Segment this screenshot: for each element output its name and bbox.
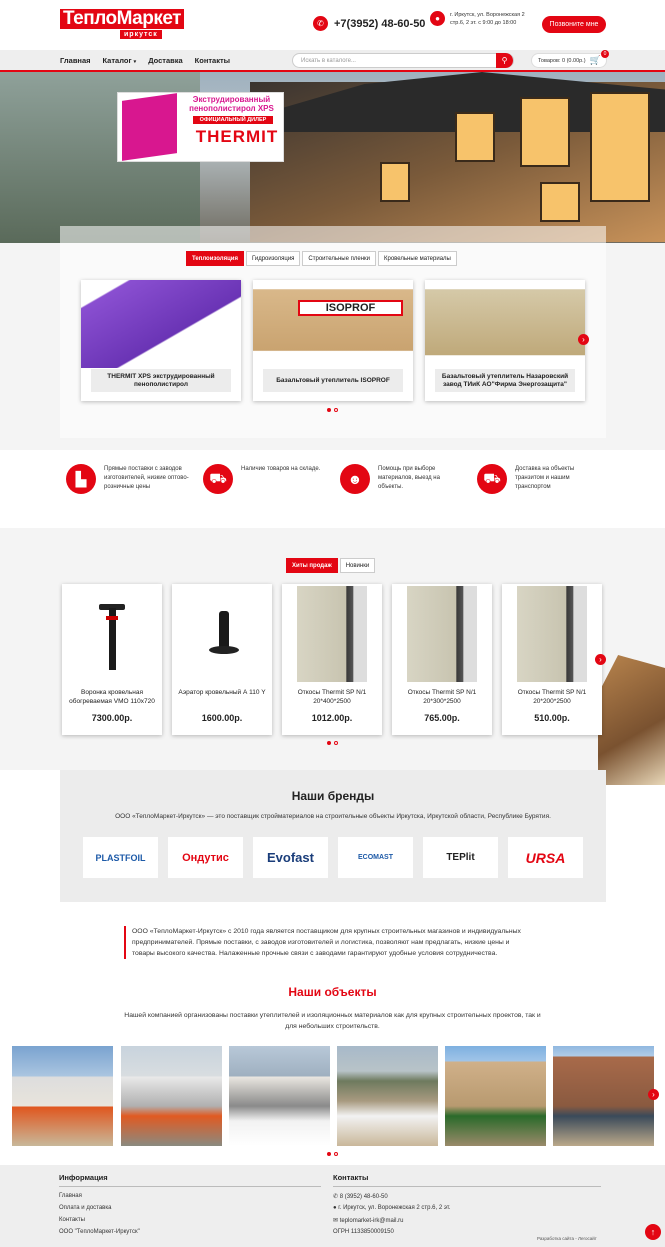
product-price: 1600.00р. <box>201 713 243 723</box>
about-text: ООО «ТеплоМаркет-Иркутск» с 2010 года является поставщиком для крупных строительных магазинов и индивидуальных предпринимателей. Прямые поставки, с заводов изготовителей и логистика, позволяют нам предлагать, низкие цены и товары высокого качества. Налаженные прочные связи с заводами гарантируют удобные условия сотрудничества. <box>124 926 522 959</box>
product-card[interactable] <box>62 584 162 735</box>
product-image <box>77 586 147 682</box>
category-tabs <box>186 251 457 266</box>
tab-films[interactable]: Строительные пленки <box>302 251 376 266</box>
search-input[interactable]: Искать в каталоге... <box>301 57 356 64</box>
address-text: г. Иркутск, ул. Воронежская 2 стр.6, 2 эт. с 9:00 до 18:00 <box>450 12 525 26</box>
nav-item-home[interactable]: Главная <box>60 55 91 65</box>
tab-new[interactable]: Новинки <box>340 558 376 573</box>
product-card[interactable] <box>502 584 602 735</box>
objects-text: Нашей компанией организованы поставки утеплителей и изоляционных материалов как для крупных строительных проектов, так и для небольших строительств. <box>124 1012 541 1030</box>
site-logo[interactable] <box>60 9 190 43</box>
brand-logo-plastfoil[interactable]: PLASTFOIL <box>83 837 158 878</box>
product-image <box>407 586 477 682</box>
footer-link[interactable]: ООО "ТеплоМаркет-Иркутск" <box>59 1229 140 1235</box>
header-address <box>430 11 540 27</box>
developer-credit[interactable]: Разработка сайта - Легосайт <box>537 1236 597 1241</box>
carousel-dots <box>327 741 338 745</box>
hero-window <box>380 162 410 202</box>
factory-icon: ▙ <box>66 464 96 494</box>
footer-ogrn: ОГРН 1133850009150 <box>333 1229 394 1235</box>
carousel-next-arrow[interactable] <box>578 334 589 345</box>
chevron-right-icon: › <box>652 1090 655 1099</box>
carousel-next-arrow[interactable] <box>648 1089 659 1100</box>
product-name: Воронка кровельная обогреваемая VMO 110x720 <box>69 689 155 705</box>
tab-roofing[interactable]: Кровельные материалы <box>378 251 457 266</box>
feature-text: Помощь при выборе материалов, выезд на объекты. <box>378 466 440 490</box>
search-button[interactable] <box>496 53 513 68</box>
nav-item-contacts[interactable]: Контакты <box>194 55 231 65</box>
category-image <box>425 280 585 368</box>
product-card[interactable] <box>392 584 492 735</box>
footer-email[interactable] <box>333 1217 403 1224</box>
product-card[interactable] <box>282 584 382 735</box>
carousel-next-arrow[interactable] <box>595 654 606 665</box>
phone-icon: ✆ <box>313 16 328 31</box>
category-image <box>81 280 241 368</box>
feature-item <box>340 464 463 494</box>
nav-item-catalog-label: Каталог <box>102 55 132 65</box>
scroll-to-top-button[interactable] <box>645 1224 661 1240</box>
product-image <box>187 586 257 682</box>
category-label: THERMIT XPS экструдированный пенополистирол <box>91 369 231 392</box>
footer-address <box>333 1205 451 1211</box>
banner-title: Экструдированный пенополистирол XPS <box>189 95 274 113</box>
xps-board-image <box>122 93 177 161</box>
hero-slider[interactable] <box>0 72 665 243</box>
cart-summary: Товаров: 0 (0.00р.) <box>538 57 586 64</box>
footer-phone-text: 8 (3952) 48-60-50 <box>339 1194 388 1200</box>
isoprof-label-image: ISOPROF <box>298 300 403 316</box>
product-tabs <box>286 558 375 573</box>
category-image <box>253 280 413 368</box>
footer-link[interactable]: Главная <box>59 1193 82 1199</box>
phone-icon: ✆ <box>333 1194 339 1200</box>
product-image <box>517 586 587 682</box>
logo-subtitle: иркутск <box>120 30 162 39</box>
product-price: 510.00р. <box>534 713 570 723</box>
object-photo[interactable] <box>553 1046 654 1146</box>
product-card[interactable] <box>172 584 272 735</box>
product-image <box>297 586 367 682</box>
product-name: Откосы Thermit SP N/1 20*200*2500 <box>517 689 587 705</box>
footer-email-text: teplomarket-irk@mail.ru <box>339 1218 404 1224</box>
hero-window <box>520 97 570 167</box>
header-phone[interactable] <box>313 16 425 31</box>
category-label: Базальтовый утеплитель ISOPROF <box>263 369 403 392</box>
carousel-dot[interactable] <box>334 1152 338 1156</box>
category-label: Базальтовый утеплитель Назаровский завод ТИиК АО"Фирма Энергозащита" <box>435 369 575 392</box>
footer-link[interactable]: Контакты <box>59 1217 85 1223</box>
category-card[interactable] <box>425 280 585 401</box>
cart[interactable] <box>531 53 607 68</box>
carousel-dot[interactable] <box>327 741 331 745</box>
tab-bestsellers[interactable]: Хиты продаж <box>286 558 338 573</box>
product-name: Откосы Thermit SP N/1 20*400*2500 <box>297 689 367 705</box>
carousel-dot[interactable] <box>327 1152 331 1156</box>
feature-text: Доставка на объекты транзитом и нашим транспортом <box>515 466 575 490</box>
carousel-dots <box>327 1152 338 1156</box>
category-card[interactable] <box>253 280 413 401</box>
feature-text: Прямые поставки с заводов изготовителей, низкие оптово-розничные цены <box>104 466 189 490</box>
truck-icon: ⛟ <box>477 464 507 494</box>
feature-item <box>477 464 600 494</box>
location-pin-icon: ● <box>333 1205 337 1211</box>
carousel-dot[interactable] <box>334 741 338 745</box>
chevron-right-icon: › <box>599 655 602 664</box>
cart-icon: 🛒 <box>589 55 601 65</box>
brands-section <box>60 770 606 902</box>
footer-phone[interactable] <box>333 1193 388 1200</box>
footer-link[interactable]: Оплата и доставка <box>59 1205 112 1211</box>
product-name: Аэратор кровельный А 110 Y <box>178 689 266 696</box>
object-photo[interactable] <box>337 1046 438 1146</box>
banner-dealer: ОФИЦИАЛЬНЫЙ ДИЛЕР <box>193 116 273 124</box>
brand-logo-teplit[interactable]: TEPlit <box>423 837 498 878</box>
object-photo[interactable] <box>229 1046 330 1146</box>
product-price: 1012.00р. <box>311 713 353 723</box>
tab-waterproofing[interactable]: Гидроизоляция <box>246 251 300 266</box>
product-name: Откосы Thermit SP N/1 20*300*2500 <box>407 689 477 705</box>
tab-insulation[interactable]: Теплоизоляция <box>186 251 244 266</box>
cart-count-badge: 0 <box>601 50 609 58</box>
product-price: 7300.00р. <box>91 713 133 723</box>
objects-title: Наши объекты <box>288 985 377 999</box>
location-pin-icon: ● <box>430 11 445 26</box>
thermit-banner[interactable] <box>117 92 284 162</box>
phone-number: +7(3952) 48-60-50 <box>334 17 426 30</box>
main-nav <box>0 50 665 72</box>
banner-brand: THERMIT <box>195 127 279 146</box>
object-photo[interactable] <box>12 1046 113 1146</box>
hero-window <box>455 112 495 162</box>
footer-contacts-title: Контакты <box>333 1173 601 1187</box>
search-icon: ⚲ <box>501 56 508 65</box>
carousel-dot[interactable] <box>327 408 331 412</box>
search-bar <box>292 53 514 68</box>
footer-info-title: Информация <box>59 1173 321 1187</box>
feature-item <box>203 464 326 494</box>
brand-logo-evofast[interactable]: Evofast <box>253 837 328 878</box>
product-price: 765.00р. <box>424 713 460 723</box>
mail-icon: ✉ <box>333 1218 339 1224</box>
carousel-dot[interactable] <box>334 408 338 412</box>
worker-icon: ☻ <box>340 464 370 494</box>
brand-logo-ursa[interactable]: URSA <box>508 837 583 878</box>
category-card[interactable] <box>81 280 241 401</box>
logo-title: ТеплоМаркет <box>60 9 184 29</box>
header <box>0 0 665 50</box>
feature-text: Наличие товаров на складе. <box>241 466 321 472</box>
nav-item-catalog[interactable] <box>103 56 137 65</box>
nav-item-delivery[interactable]: Доставка <box>148 55 183 65</box>
object-photo[interactable] <box>121 1046 222 1146</box>
hero-window <box>540 182 580 222</box>
chevron-down-icon: ▾ <box>133 58 137 65</box>
callback-button[interactable]: Позвоните мне <box>542 16 606 33</box>
footer-address-text: г. Иркутск, ул. Воронежская 2 стр.6, 2 эт. <box>338 1205 451 1211</box>
arrow-up-icon: ↑ <box>650 1227 656 1237</box>
object-photo[interactable] <box>445 1046 546 1146</box>
brand-logo-onduthis[interactable]: Ондутис <box>168 837 243 878</box>
feature-item <box>66 464 189 494</box>
chevron-right-icon: › <box>582 335 585 344</box>
warehouse-cart-icon: ⛟ <box>203 464 233 494</box>
carousel-dots <box>327 408 338 412</box>
hero-window <box>590 92 650 202</box>
brands-title: Наши бренды <box>291 789 375 803</box>
brand-logo-ecomast[interactable]: ECOMAST <box>338 837 413 878</box>
brands-text: ООО «ТеплоМаркет-Иркутск» — это поставщик стройматериалов на строительные объекты Иркутска, Иркутской области, Республике Бурятия. <box>115 813 551 820</box>
footer <box>0 1165 665 1247</box>
